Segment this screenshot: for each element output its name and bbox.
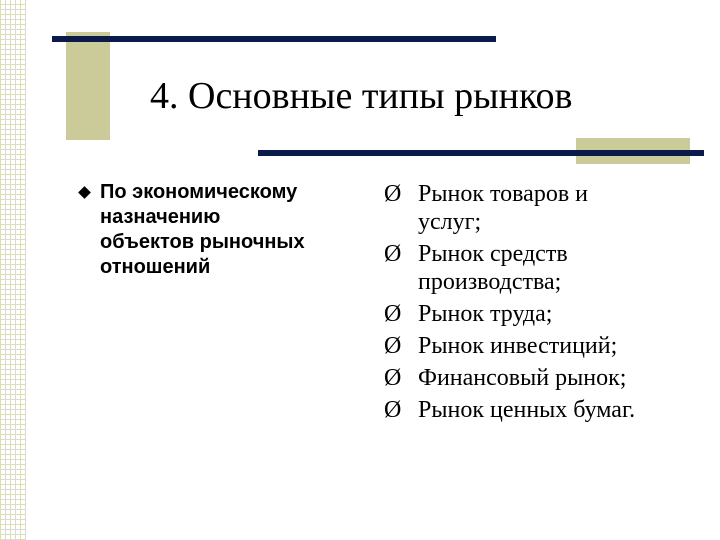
decorative-line-bottom: [258, 150, 704, 156]
arrow-bullet-icon: Ø: [384, 397, 402, 423]
list-item: [384, 332, 704, 360]
arrow-bullet-icon: Ø: [384, 301, 402, 327]
list-item-text: Финансовый рынок;: [418, 365, 627, 391]
left-bullet-item: [80, 180, 370, 280]
arrow-bullet-icon: Ø: [384, 333, 402, 359]
decorative-grid-strip: [0, 0, 26, 540]
list-item: [384, 364, 704, 392]
right-column: [384, 180, 704, 428]
list-item-text: Рынок средств производства;: [418, 241, 568, 295]
slide-title: 4. Основные типы рынков: [150, 75, 573, 117]
list-item: [384, 180, 704, 236]
left-bullet-text: По экономическому назначению объектов рыночных отношений: [100, 181, 305, 278]
diamond-bullet-icon: [78, 186, 91, 199]
list-item-text: Рынок товаров и услуг;: [418, 181, 588, 235]
left-column: [80, 180, 370, 280]
list-item-text: Рынок ценных бумаг.: [418, 397, 636, 423]
decorative-olive-block-top: [66, 32, 110, 140]
list-item: [384, 240, 704, 296]
list-item-text: Рынок труда;: [418, 301, 553, 327]
arrow-bullet-icon: Ø: [384, 181, 402, 207]
arrow-bullet-icon: Ø: [384, 365, 402, 391]
list-item: [384, 396, 704, 424]
list-item-text: Рынок инвестиций;: [418, 333, 618, 359]
decorative-line-top: [52, 36, 496, 42]
arrow-bullet-icon: Ø: [384, 241, 402, 267]
list-item: [384, 300, 704, 328]
